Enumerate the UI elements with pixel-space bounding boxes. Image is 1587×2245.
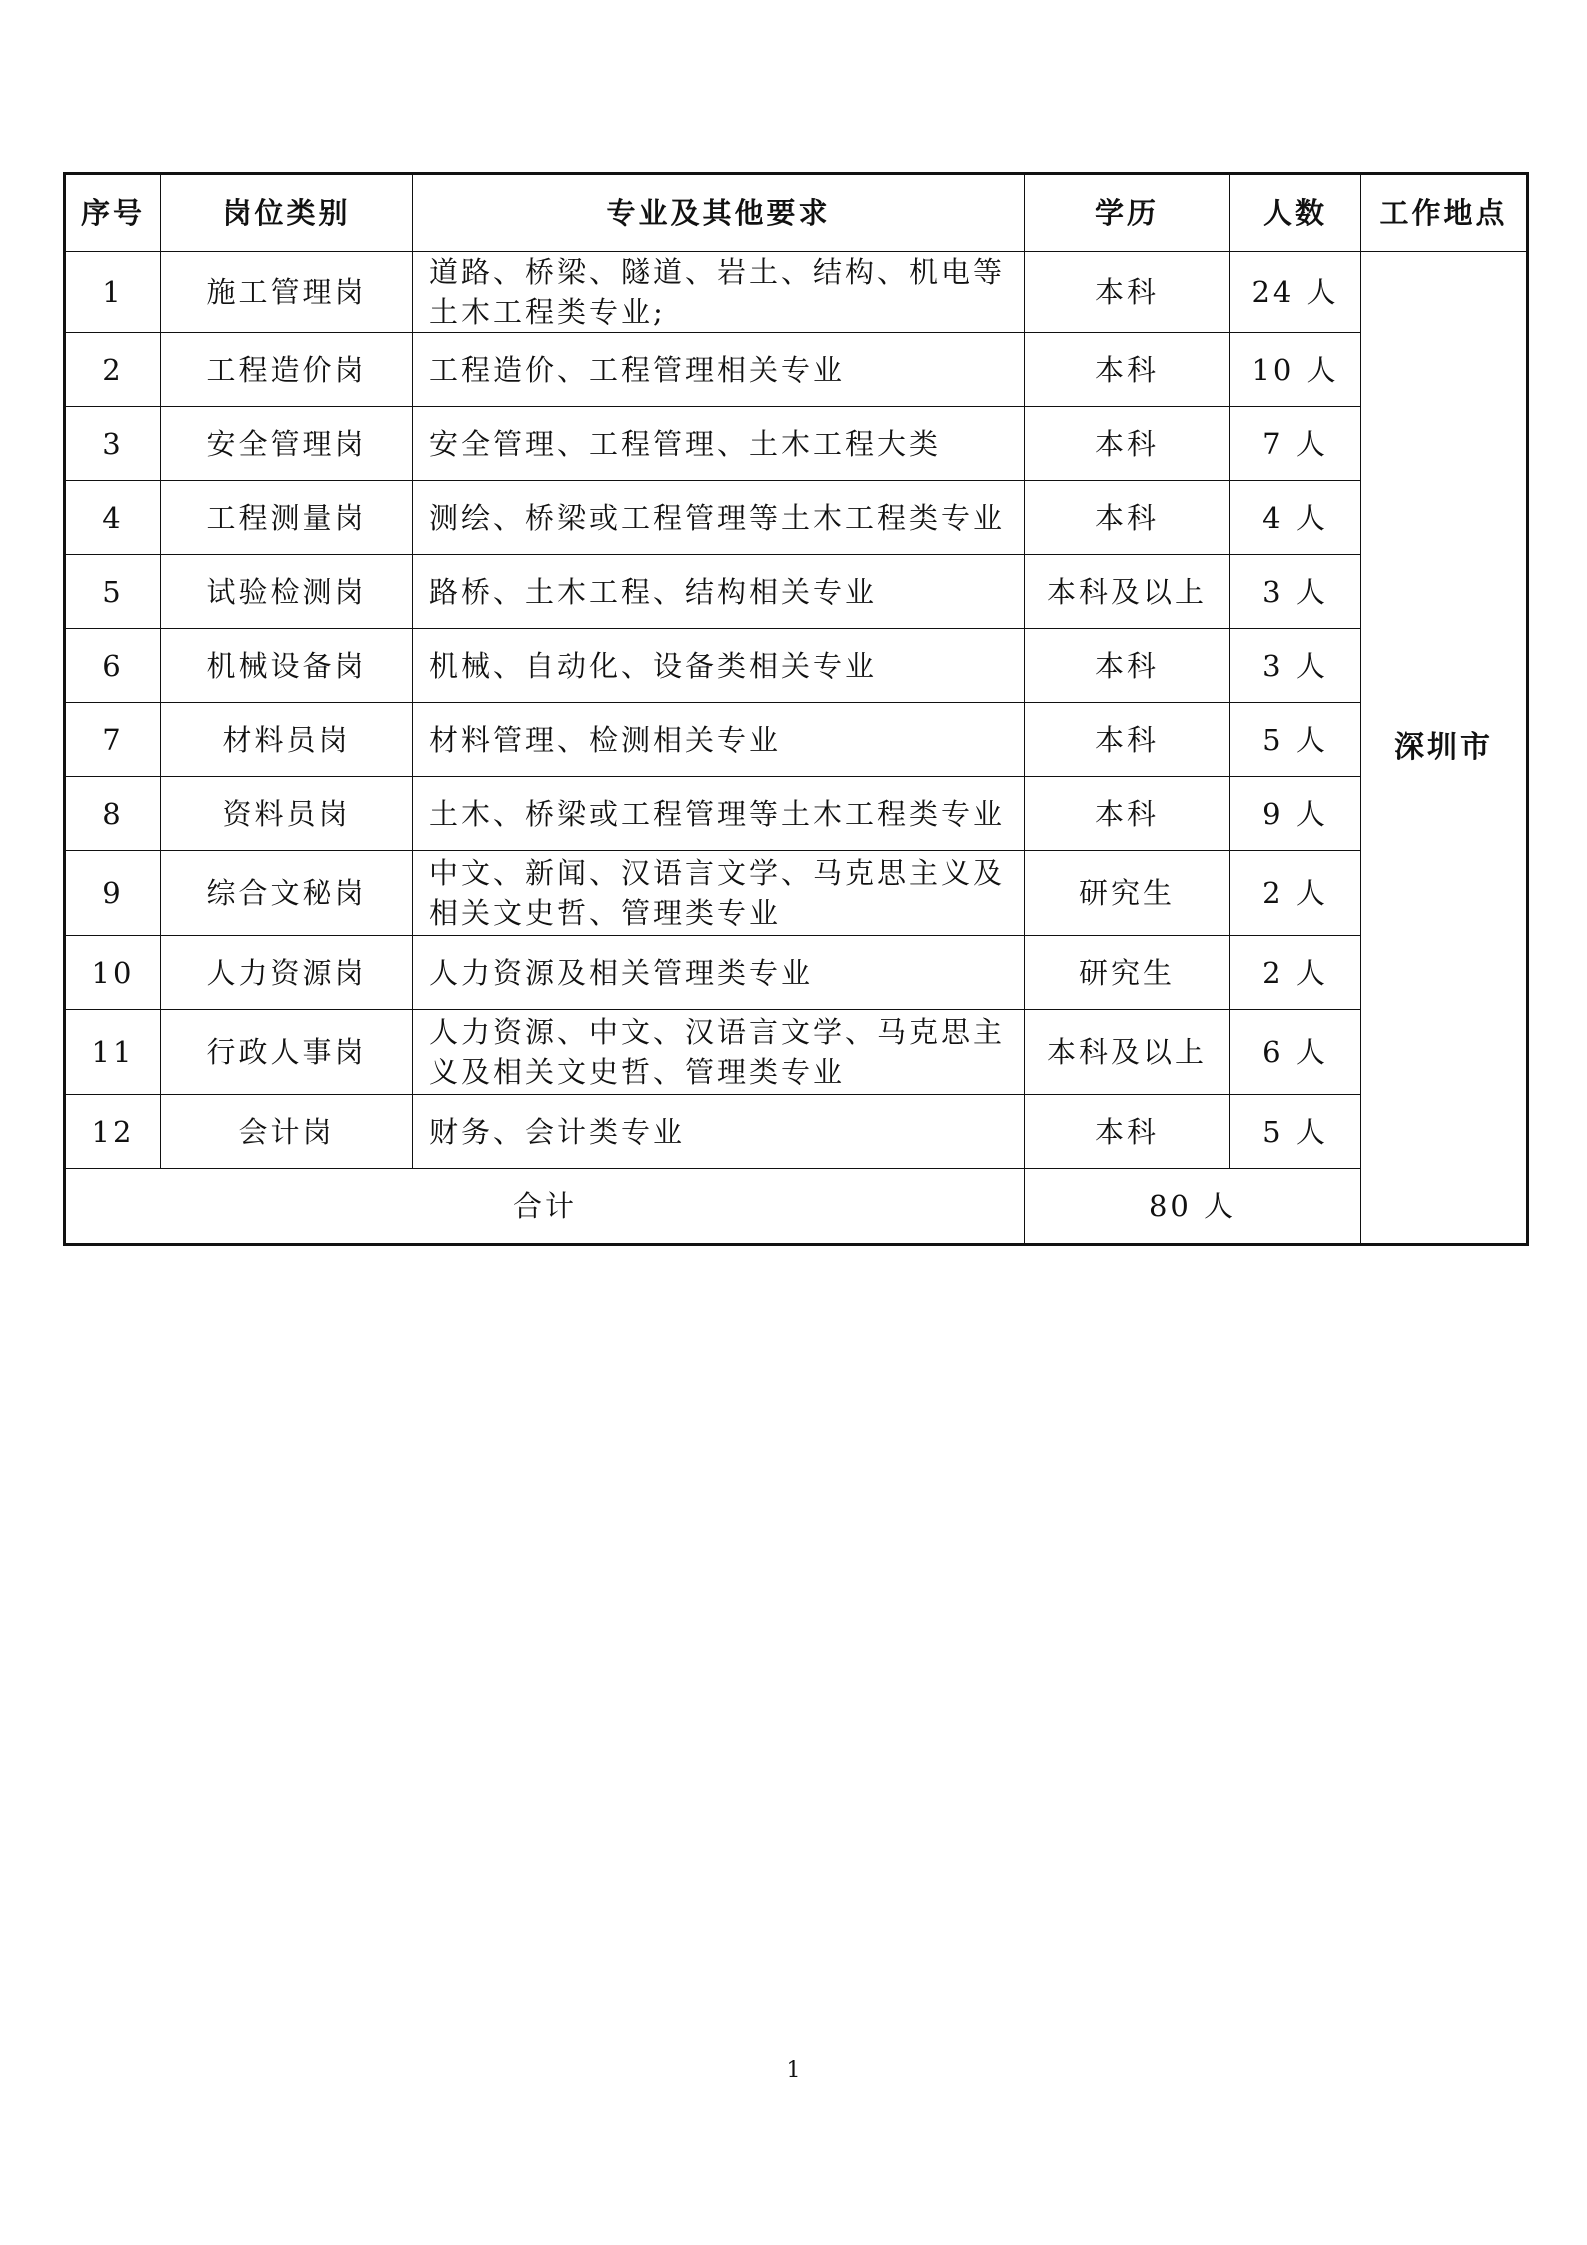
table-row (65, 629, 1528, 703)
row-count: 10 人 (1230, 333, 1361, 407)
row-education: 本科及以上 (1025, 1010, 1230, 1095)
row-requirements: 路桥、土木工程、结构相关专业 (413, 555, 1025, 629)
table-row (65, 936, 1528, 1010)
table-header-row (65, 174, 1528, 252)
row-count: 5 人 (1230, 703, 1361, 777)
table-row (65, 252, 1528, 333)
row-education: 本科及以上 (1025, 555, 1230, 629)
row-no: 5 (65, 555, 161, 629)
row-education: 本科 (1025, 777, 1230, 851)
row-count: 2 人 (1230, 851, 1361, 936)
table-row (65, 481, 1528, 555)
row-count: 7 人 (1230, 407, 1361, 481)
row-education: 研究生 (1025, 936, 1230, 1010)
row-position: 试验检测岗 (161, 555, 413, 629)
row-no: 10 (65, 936, 161, 1010)
header-no: 序号 (65, 174, 161, 252)
row-requirements: 机械、自动化、设备类相关专业 (413, 629, 1025, 703)
page-number: 1 (786, 2058, 801, 2083)
row-no: 3 (65, 407, 161, 481)
row-education: 本科 (1025, 252, 1230, 333)
row-requirements: 人力资源及相关管理类专业 (413, 936, 1025, 1010)
row-requirements: 中文、新闻、汉语言文学、马克思主义及相关文史哲、管理类专业 (413, 851, 1025, 936)
row-position: 安全管理岗 (161, 407, 413, 481)
table-row (65, 333, 1528, 407)
table-row (65, 407, 1528, 481)
row-requirements: 材料管理、检测相关专业 (413, 703, 1025, 777)
row-count: 24 人 (1230, 252, 1361, 333)
row-no: 2 (65, 333, 161, 407)
row-count: 3 人 (1230, 629, 1361, 703)
row-education: 本科 (1025, 1095, 1230, 1169)
table-row (65, 703, 1528, 777)
header-position: 岗位类别 (161, 174, 413, 252)
row-education: 本科 (1025, 703, 1230, 777)
row-position: 材料员岗 (161, 703, 413, 777)
row-no: 11 (65, 1010, 161, 1095)
row-requirements: 人力资源、中文、汉语言文学、马克思主义及相关文史哲、管理类专业 (413, 1010, 1025, 1095)
row-position: 施工管理岗 (161, 252, 413, 333)
row-no: 6 (65, 629, 161, 703)
row-position: 资料员岗 (161, 777, 413, 851)
row-no: 7 (65, 703, 161, 777)
recruitment-table (63, 172, 1529, 1246)
row-count: 2 人 (1230, 936, 1361, 1010)
row-position: 工程测量岗 (161, 481, 413, 555)
header-education: 学历 (1025, 174, 1230, 252)
total-value: 80 人 (1025, 1169, 1361, 1245)
row-position: 行政人事岗 (161, 1010, 413, 1095)
row-position: 人力资源岗 (161, 936, 413, 1010)
work-location: 深圳市 (1361, 252, 1528, 1245)
row-no: 9 (65, 851, 161, 936)
header-location: 工作地点 (1361, 174, 1528, 252)
row-position: 会计岗 (161, 1095, 413, 1169)
row-education: 本科 (1025, 407, 1230, 481)
row-requirements: 土木、桥梁或工程管理等土木工程类专业 (413, 777, 1025, 851)
table-row (65, 777, 1528, 851)
row-count: 4 人 (1230, 481, 1361, 555)
header-count: 人数 (1230, 174, 1361, 252)
row-no: 1 (65, 252, 161, 333)
row-requirements: 财务、会计类专业 (413, 1095, 1025, 1169)
row-education: 研究生 (1025, 851, 1230, 936)
table-row (65, 1095, 1528, 1169)
header-requirements: 专业及其他要求 (413, 174, 1025, 252)
row-requirements: 安全管理、工程管理、土木工程大类 (413, 407, 1025, 481)
row-no: 4 (65, 481, 161, 555)
table-row (65, 1010, 1528, 1095)
table-row (65, 851, 1528, 936)
total-row (65, 1169, 1528, 1245)
row-requirements: 测绘、桥梁或工程管理等土木工程类专业 (413, 481, 1025, 555)
row-count: 9 人 (1230, 777, 1361, 851)
total-label: 合计 (65, 1169, 1025, 1245)
row-requirements: 道路、桥梁、隧道、岩土、结构、机电等土木工程类专业; (413, 252, 1025, 333)
row-count: 5 人 (1230, 1095, 1361, 1169)
table-row (65, 555, 1528, 629)
row-no: 8 (65, 777, 161, 851)
row-education: 本科 (1025, 481, 1230, 555)
row-education: 本科 (1025, 333, 1230, 407)
row-no: 12 (65, 1095, 161, 1169)
row-requirements: 工程造价、工程管理相关专业 (413, 333, 1025, 407)
row-education: 本科 (1025, 629, 1230, 703)
row-position: 工程造价岗 (161, 333, 413, 407)
row-position: 机械设备岗 (161, 629, 413, 703)
row-count: 3 人 (1230, 555, 1361, 629)
row-count: 6 人 (1230, 1010, 1361, 1095)
row-position: 综合文秘岗 (161, 851, 413, 936)
